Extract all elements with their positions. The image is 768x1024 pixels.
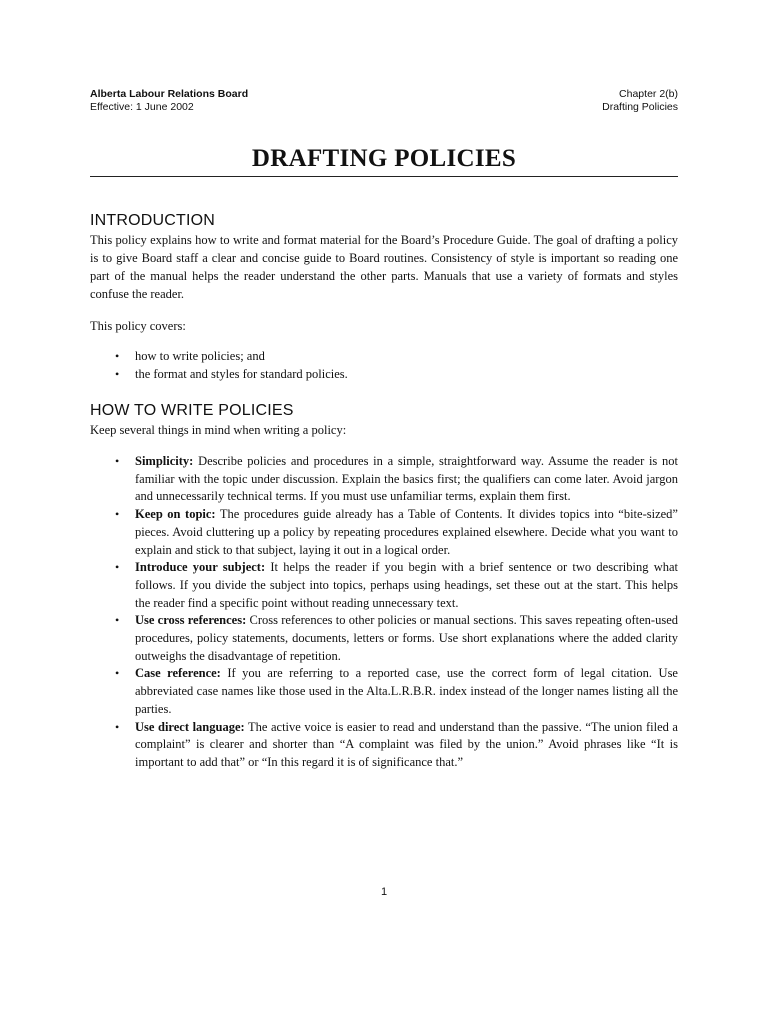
list-item [90,665,678,718]
how-to-intro: Keep several things in mind when writing a policy: [90,423,347,437]
introduction-heading: INTRODUCTION [90,212,216,229]
list-item [90,559,678,612]
header-chapter: Chapter 2(b) [619,88,678,100]
list-item [90,453,678,506]
list-item-term: Introduce your subject: [135,560,266,575]
list-item [90,719,678,772]
header-section: Drafting Policies [602,101,678,113]
introduction-paragraph: This policy explains how to write and format material for the Board’s Procedure Guide. The goal of drafting a policy is to give Board staff a clear and concise guide to Board routines. Consistency of style is important so reading one part of the manual helps the reader understand the other parts. Manuals that use a variety of formats and styles confuse the reader. [90,233,678,301]
spacer [90,303,678,317]
covers-list [90,347,678,383]
list-item-text: Cross references to other policies or manual sections. This saves repeating often-used procedures, policy statements, documents, letters or forms. Use short explanations where the added clarity outweighs the disadvantage of repetition. [135,613,678,663]
header-effective-date: Effective: 1 June 2002 [90,101,194,113]
header-right [602,88,678,114]
list-item-text: Describe policies and procedures in a simple, straightforward way. Assume the reader is not familiar with the topic under discussion. Explain the basics first; the qualifiers can come later. Avoid jargon and unnecessarily technical terms. If you must use unfamiliar terms, explain them first. [135,454,678,504]
list-item-term: Case reference: [135,666,221,681]
list-item [90,612,678,665]
list-item-text: It helps the reader if you begin with a brief sentence or two describing what follows. If you divide the subject into topics, perhaps using headings, set these out at the start. This helps the reader find a specific point without reading unnecessary text. [135,560,678,610]
guidelines-list [90,453,678,772]
document-title: DRAFTING POLICIES [90,144,678,177]
list-item-term: Use cross references: [135,613,247,628]
list-item-term: Use direct language: [135,719,245,734]
document-page [90,88,678,772]
list-item-term: Keep on topic: [135,507,216,522]
header-left [90,88,248,114]
covers-label: This policy covers: [90,319,186,333]
header-organization: Alberta Labour Relations Board [90,88,249,100]
page-header [90,88,678,114]
list-item: • how to write policies; and [90,347,678,365]
list-item-text: If you are referring to a reported case, use the correct form of legal citation. Use abbreviated case names like those used in the Alta.L.R.B.R. index instead of the longer names listing all the parties. [135,666,678,716]
how-to-heading: HOW TO WRITE POLICIES [90,402,294,419]
list-item-text: The procedures guide already has a Table of Contents. It divides topics into “bite-sized” pieces. Avoid cluttering up a policy by repeating procedures explained elsewhere. Decide what you want to explain and stick to that subject, laying it out in a logical order. [135,507,678,557]
list-item [90,506,678,559]
list-item-term: Simplicity: [135,454,194,468]
list-item-text: The active voice is easier to read and understand than the passive. “The union filed a complaint” is clearer and shorter than “A complaint was filed by the union.” Avoid phrases like “It is important to add that” or “In this regard it is of significance that.” [135,719,678,769]
list-item: • the format and styles for standard policies. [90,365,678,383]
page-number: 1 [380,886,388,898]
